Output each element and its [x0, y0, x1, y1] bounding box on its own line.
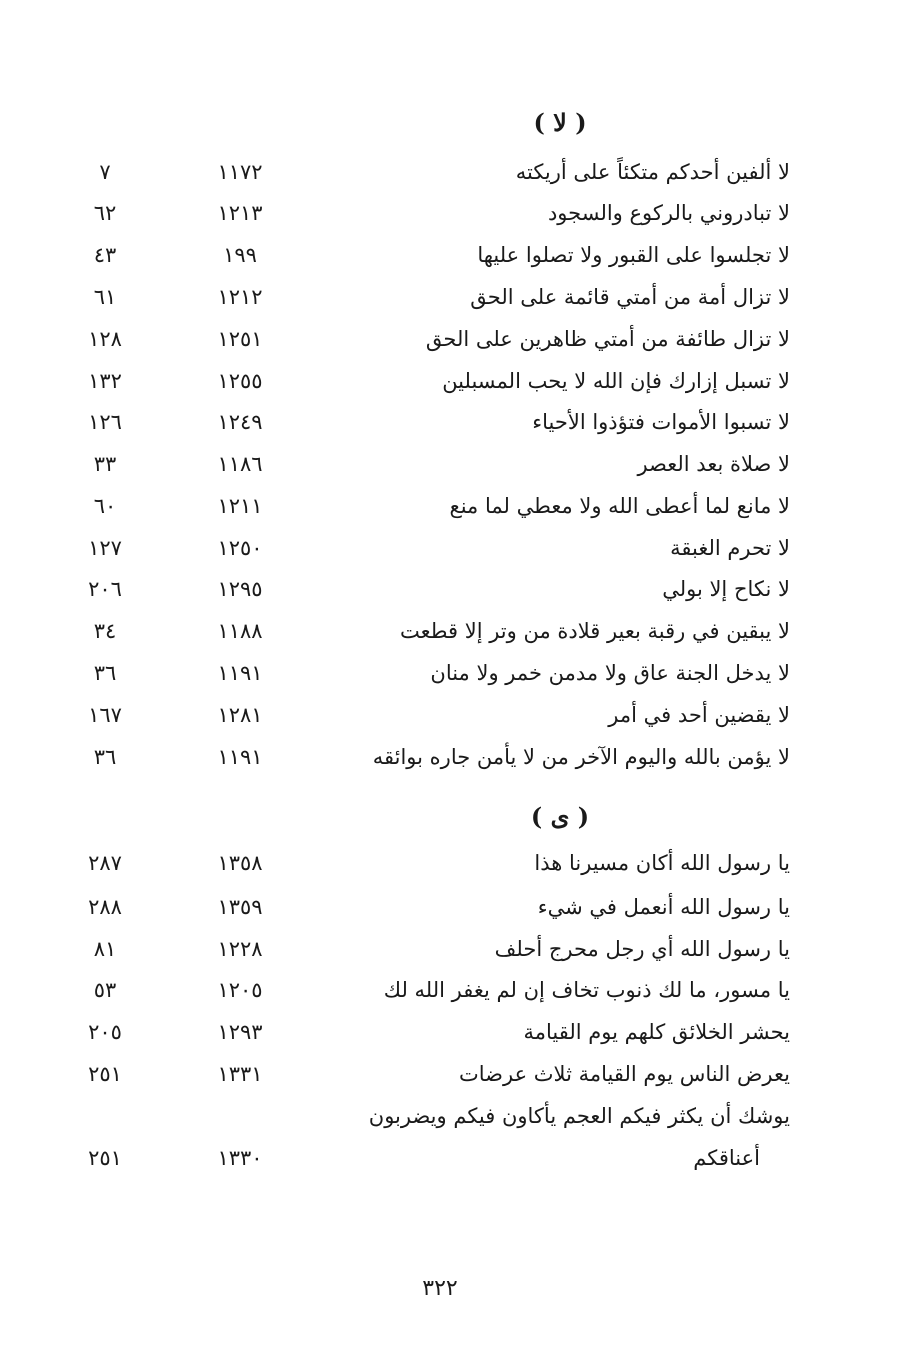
hadith-text: لا تسبوا الأموات فتؤذوا الأحياء — [532, 410, 790, 434]
hadith-text: يا مسور، ما لك ذنوب تخاف إن لم يغفر الله لك — [383, 978, 790, 1002]
index-row — [60, 929, 790, 969]
index-row — [60, 611, 790, 651]
section-heading-la: ( لا ) — [533, 108, 587, 137]
index-row — [60, 152, 790, 192]
hadith-text: لا تحرم الغبقة — [670, 536, 790, 560]
page-number: ٣٢٢ — [422, 1276, 458, 1301]
hadith-number: ١٢٠٥ — [217, 978, 263, 1002]
hadith-number: ١٢٨١ — [217, 703, 263, 727]
hadith-number: ١٢٢٨ — [217, 937, 263, 961]
index-row — [60, 402, 790, 442]
hadith-number: ١١٨٦ — [217, 452, 263, 476]
page-reference: ٤٣ — [93, 243, 117, 267]
hadith-number: ١٢١١ — [217, 494, 263, 518]
hadith-number: ١٣٥٨ — [217, 851, 263, 875]
hadith-text: يا رسول الله أكان مسيرنا هذا — [534, 851, 790, 875]
hadith-text: لا يدخل الجنة عاق ولا مدمن خمر ولا منان — [430, 661, 790, 685]
hadith-number: ١٢١٣ — [217, 201, 263, 225]
hadith-text: لا ألفين أحدكم متكئاً على أريكته — [515, 160, 790, 184]
index-row — [60, 843, 790, 883]
hadith-text: لا تجلسوا على القبور ولا تصلوا عليها — [477, 243, 790, 267]
hadith-text: يا رسول الله أي رجل محرج أحلف — [494, 937, 790, 961]
page-reference: ٣٦ — [93, 745, 117, 769]
hadith-text: يعرض الناس يوم القيامة ثلاث عرضات — [459, 1062, 790, 1086]
index-row — [60, 1054, 790, 1094]
page-reference: ٢٥١ — [88, 1062, 122, 1086]
hadith-text: يحشر الخلائق كلهم يوم القيامة — [523, 1020, 790, 1044]
hadith-number: ١٢٥١ — [217, 327, 263, 351]
index-row — [60, 444, 790, 484]
hadith-text: لا صلاة بعد العصر — [637, 452, 790, 476]
hadith-number: ١١٩١ — [217, 745, 263, 769]
hadith-number: ١١٨٨ — [217, 619, 263, 643]
page-reference: ١٢٧ — [88, 536, 122, 560]
hadith-text: لا تسبل إزارك فإن الله لا يحب المسبلين — [442, 369, 790, 393]
index-row — [60, 319, 790, 359]
hadith-number: ١٢٥٠ — [217, 536, 263, 560]
hadith-text: لا نكاح إلا بولي — [662, 577, 790, 601]
hadith-number: ١١٧٢ — [217, 160, 263, 184]
page-reference: ٢٨٧ — [88, 851, 122, 875]
index-row — [60, 887, 790, 927]
section-heading-ya: ( ى ) — [530, 802, 590, 831]
index-row — [60, 1096, 790, 1136]
hadith-number: ١٣٥٩ — [217, 895, 263, 919]
hadith-text: لا تزال أمة من أمتي قائمة على الحق — [470, 285, 790, 309]
page-reference: ٦٢ — [93, 201, 117, 225]
page-reference: ٨١ — [93, 937, 117, 961]
hadith-text: لا يبقين في رقبة بعير قلادة من وتر إلا قطعت — [400, 619, 790, 643]
hadith-number: ١٣٣١ — [217, 1062, 263, 1086]
index-row — [60, 235, 790, 275]
hadith-number: ١٢٤٩ — [217, 410, 263, 434]
index-row — [60, 1138, 790, 1178]
index-row — [60, 1012, 790, 1052]
index-row — [60, 361, 790, 401]
hadith-number: ١٢٥٥ — [217, 369, 263, 393]
index-row — [60, 653, 790, 693]
page-reference: ٦٠ — [93, 494, 117, 518]
index-row — [60, 737, 790, 777]
hadith-number: ١١٩١ — [217, 661, 263, 685]
page-reference: ٢٥١ — [88, 1146, 122, 1170]
hadith-text: يا رسول الله أنعمل في شيء — [537, 895, 790, 919]
page-reference: ٥٣ — [93, 978, 117, 1002]
index-row — [60, 277, 790, 317]
hadith-number: ١٢٩٣ — [217, 1020, 263, 1044]
hadith-text: لا يؤمن بالله واليوم الآخر من لا يأمن جاره بوائقه — [372, 745, 790, 769]
hadith-text: لا تزال طائفة من أمتي ظاهرين على الحق — [425, 327, 790, 351]
page-reference: ٢٠٦ — [88, 577, 122, 601]
hadith-number: ١٢١٢ — [217, 285, 263, 309]
page-reference: ١٢٨ — [88, 327, 122, 351]
hadith-number: ١٣٣٠ — [217, 1146, 263, 1170]
hadith-text: لا تبادروني بالركوع والسجود — [547, 201, 790, 225]
page-reference: ٣٣ — [93, 452, 117, 476]
page-reference: ١٦٧ — [88, 703, 122, 727]
page-reference: ٢٠٥ — [88, 1020, 122, 1044]
hadith-text: لا يقضين أحد في أمر — [608, 703, 790, 727]
page-reference: ١٢٦ — [88, 410, 122, 434]
page-reference: ٣٤ — [93, 619, 117, 643]
index-row — [60, 528, 790, 568]
hadith-text: لا مانع لما أعطى الله ولا معطي لما منع — [449, 494, 790, 518]
index-row — [60, 970, 790, 1010]
index-row — [60, 193, 790, 233]
hadith-number: ١٩٩ — [223, 243, 257, 267]
hadith-text-line1: يوشك أن يكثر فيكم العجم يأكاون فيكم ويضربون — [368, 1104, 790, 1128]
page-reference: ٦١ — [93, 285, 117, 309]
page-reference: ٧ — [99, 160, 111, 184]
index-row — [60, 486, 790, 526]
index-row — [60, 569, 790, 609]
hadith-number: ١٢٩٥ — [217, 577, 263, 601]
index-row — [60, 695, 790, 735]
page-reference: ١٣٢ — [88, 369, 122, 393]
hadith-text-line2: أعناقكم — [693, 1146, 760, 1170]
page-reference: ٢٨٨ — [88, 895, 122, 919]
page-reference: ٣٦ — [93, 661, 117, 685]
